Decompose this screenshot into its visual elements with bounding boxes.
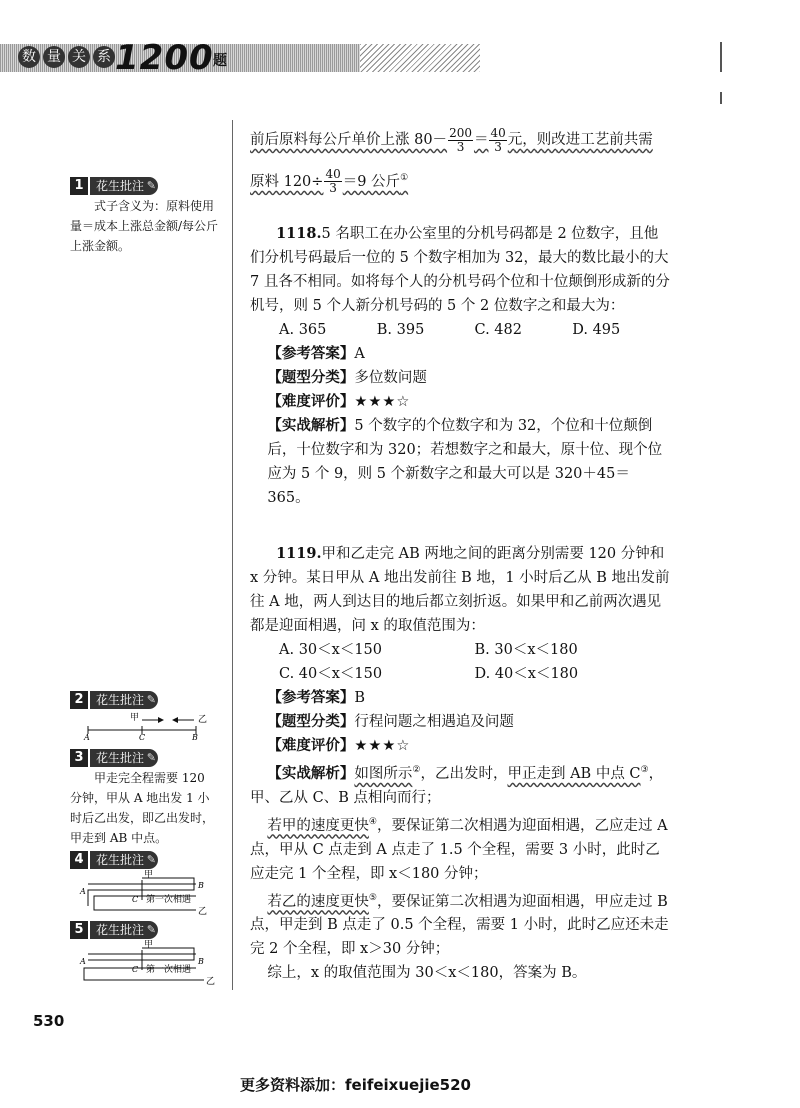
intro-text: 前后原料每公斤单价上涨 80－ — [250, 132, 448, 148]
question-stem — [250, 542, 670, 638]
side-note-1 — [70, 176, 220, 256]
book-header — [0, 36, 800, 76]
analysis-1: 【实战解析】如图所示②，乙出发时，甲正走到 AB 中点 C③， — [267, 764, 664, 782]
note-body: 甲走完全程需要 120 分钟，甲从 A 地出发 1 小时后乙出发，即乙出发时，甲走到 AB 中点。 — [70, 771, 215, 845]
equals-sign: ＝ — [473, 132, 489, 148]
answer-value: B — [354, 690, 366, 706]
note-number: 4 — [70, 851, 88, 869]
type-row: 【题型分类】多位数问题 — [267, 369, 427, 386]
side-note-3 — [70, 748, 220, 848]
header-number: 1200 — [115, 38, 214, 78]
note-title: 花生批注 ✎ — [90, 691, 158, 709]
option-d: D. 40＜x＜180 — [474, 666, 579, 682]
header-badge: 量 — [43, 46, 65, 68]
difficulty-stars: ★★★☆ — [354, 738, 411, 754]
intro-text: 元，则改进工艺前共需 — [507, 132, 653, 148]
label-jia: 甲 — [144, 940, 154, 950]
header-rule — [720, 42, 722, 72]
type-row: 【题型分类】行程问题之相遇追及问题 — [267, 713, 514, 730]
type-value: 多位数问题 — [354, 370, 427, 386]
note-body: 式子含义为：原料使用量＝成本上涨总金额/每公斤上涨金额。 — [70, 199, 219, 253]
analysis-3: 若乙的速度更快⑤，要保证第二次相遇为迎面相遇，甲应走过 B 点，甲走到 B 点走了 0.5 个全程，需要 1 小时，此时乙应还未走完 2 个全程，即 x＞30 分钟； — [250, 892, 669, 958]
header-badge: 关 — [68, 46, 90, 68]
options-row-2 — [250, 662, 670, 686]
note-marker: ④ — [368, 816, 377, 827]
note-number: 1 — [70, 177, 88, 195]
option-b: B. 395 — [376, 322, 425, 338]
options — [250, 318, 670, 342]
note-title: 花生批注 ✎ — [90, 177, 158, 195]
option-c: C. 482 — [474, 322, 522, 338]
header-badges — [18, 46, 115, 68]
side-note-4 — [70, 850, 220, 922]
note-number: 3 — [70, 749, 88, 767]
analysis: 【实战解析】5 个数字的个位数字和为 32，个位和十位颠倒后，十位数字和为 320；若想数字之和最大，原十位、现个位应为 5 个 9，则 5 个新数字之和最大可以是 320＋45＝365。 — [267, 417, 663, 506]
label-c: C — [132, 895, 139, 904]
note-marker: ② — [412, 765, 421, 775]
footer-text: 更多资料添加：feifeixuejie520 — [240, 1076, 471, 1094]
label-a: A — [84, 733, 90, 740]
question-number: 1118. — [276, 225, 322, 242]
analysis-4: 综上，x 的取值范围为 30＜x＜180，答案为 B。 — [267, 965, 587, 982]
label-meet: 第一次相遇 — [146, 895, 192, 905]
option-c: C. 40＜x＜150 — [279, 666, 383, 682]
question-number: 1119. — [276, 545, 322, 562]
option-a: A. 30＜x＜150 — [279, 642, 382, 658]
answer-row: 【参考答案】B — [267, 689, 366, 706]
label-jia: 甲 — [144, 870, 154, 880]
option-d: D. 495 — [572, 322, 621, 338]
meeting-diagram — [70, 870, 220, 916]
intro-text: 原料 120÷ — [250, 173, 324, 190]
note-title: 花生批注 ✎ — [90, 749, 158, 767]
header-suffix: 题 — [213, 53, 227, 69]
label-meet: 第一次相遇 — [146, 965, 192, 975]
side-note-5 — [70, 920, 220, 994]
intro-line-2 — [250, 158, 670, 198]
label-b: B — [198, 957, 204, 966]
analysis-2: 若甲的速度更快④，要保证第二次相遇为迎面相遇，乙应走过 A 点，甲从 C 点走到 A 点走了 1.5 个全程，需要 3 小时，此时乙应走完 1 个全程，即 x＜180 分钟； — [250, 816, 668, 882]
header-hatch — [360, 44, 480, 72]
intro-text: ＝9 公斤 — [342, 173, 401, 190]
note-title: 花生批注 ✎ — [90, 921, 158, 939]
side-note-2 — [70, 690, 220, 746]
note-title: 花生批注 ✎ — [90, 851, 158, 869]
intro-line-1 — [250, 122, 670, 158]
question-1118 — [250, 222, 670, 510]
label-b: B — [192, 733, 198, 740]
fraction: $\frac{200}{3}$ — [449, 125, 472, 154]
label-a: A — [80, 887, 86, 896]
difficulty-row: 【难度评价】★★★☆ — [267, 737, 411, 754]
difficulty-row: 【难度评价】★★★☆ — [267, 393, 411, 410]
label-yi: 乙 — [206, 977, 216, 987]
label-yi: 乙 — [198, 715, 208, 725]
page-number: 530 — [33, 1012, 65, 1030]
intro-block — [250, 122, 670, 198]
header-rule — [720, 92, 722, 104]
question-text: 甲和乙走完 AB 两地之间的距离分别需要 120 分钟和 x 分钟。某日甲从 A 地出发前往 B 地，1 小时后乙从 B 地出发前往 A 地，两人到达目的地后都立刻折返。如果甲和乙前两次遇见都是迎面相遇，问 x 的取值范围为： — [250, 546, 670, 634]
answer-value: A — [354, 346, 365, 362]
label-c: C — [139, 733, 146, 740]
option-a: A. 365 — [279, 322, 327, 338]
note-marker: ① — [400, 173, 409, 183]
header-badge: 系 — [93, 46, 115, 68]
fraction: $\frac{40}{3}$ — [490, 125, 506, 154]
margin-divider — [232, 120, 233, 990]
note-marker: ③ — [640, 765, 649, 775]
question-text: 5 名职工在办公室里的分机号码都是 2 位数字，且他们分机号码最后一位的 5 个数字相加为 32，最大的数比最小的大 7 且各不相同。如将每个人的分机号码个位和十位颠倒形成新的分机号，则 5 个人新分机号码的 5 个 2 位数字之和最大为： — [250, 226, 670, 314]
type-value: 行程问题之相遇追及问题 — [354, 714, 514, 730]
label-yi: 乙 — [198, 907, 208, 916]
header-badge: 数 — [18, 46, 40, 68]
question-stem — [250, 222, 670, 318]
question-1119 — [250, 542, 670, 985]
options-row-1 — [250, 638, 670, 662]
meeting-diagram — [70, 940, 220, 988]
label-b: B — [198, 881, 204, 890]
label-a: A — [80, 957, 86, 966]
difficulty-stars: ★★★☆ — [354, 394, 411, 410]
answer-row: 【参考答案】A — [267, 345, 365, 362]
segment-diagram — [70, 710, 220, 740]
label-c: C — [132, 965, 139, 974]
analysis-text: 5 个数字的个位数字和为 32，个位和十位颠倒后，十位数字和为 320；若想数字之和最大，原十位、现个位应为 5 个 9，则 5 个新数字之和最大可以是 320＋45＝365。 — [267, 418, 663, 506]
note-marker: ⑤ — [368, 892, 377, 903]
analysis-1b: 甲、乙从 C、B 点相向而行； — [250, 789, 441, 806]
note-number: 2 — [70, 691, 88, 709]
label-jia: 甲 — [130, 713, 140, 723]
fraction: $\frac{40}{3}$ — [325, 167, 341, 196]
note-number: 5 — [70, 921, 88, 939]
option-b: B. 30＜x＜180 — [474, 642, 578, 658]
